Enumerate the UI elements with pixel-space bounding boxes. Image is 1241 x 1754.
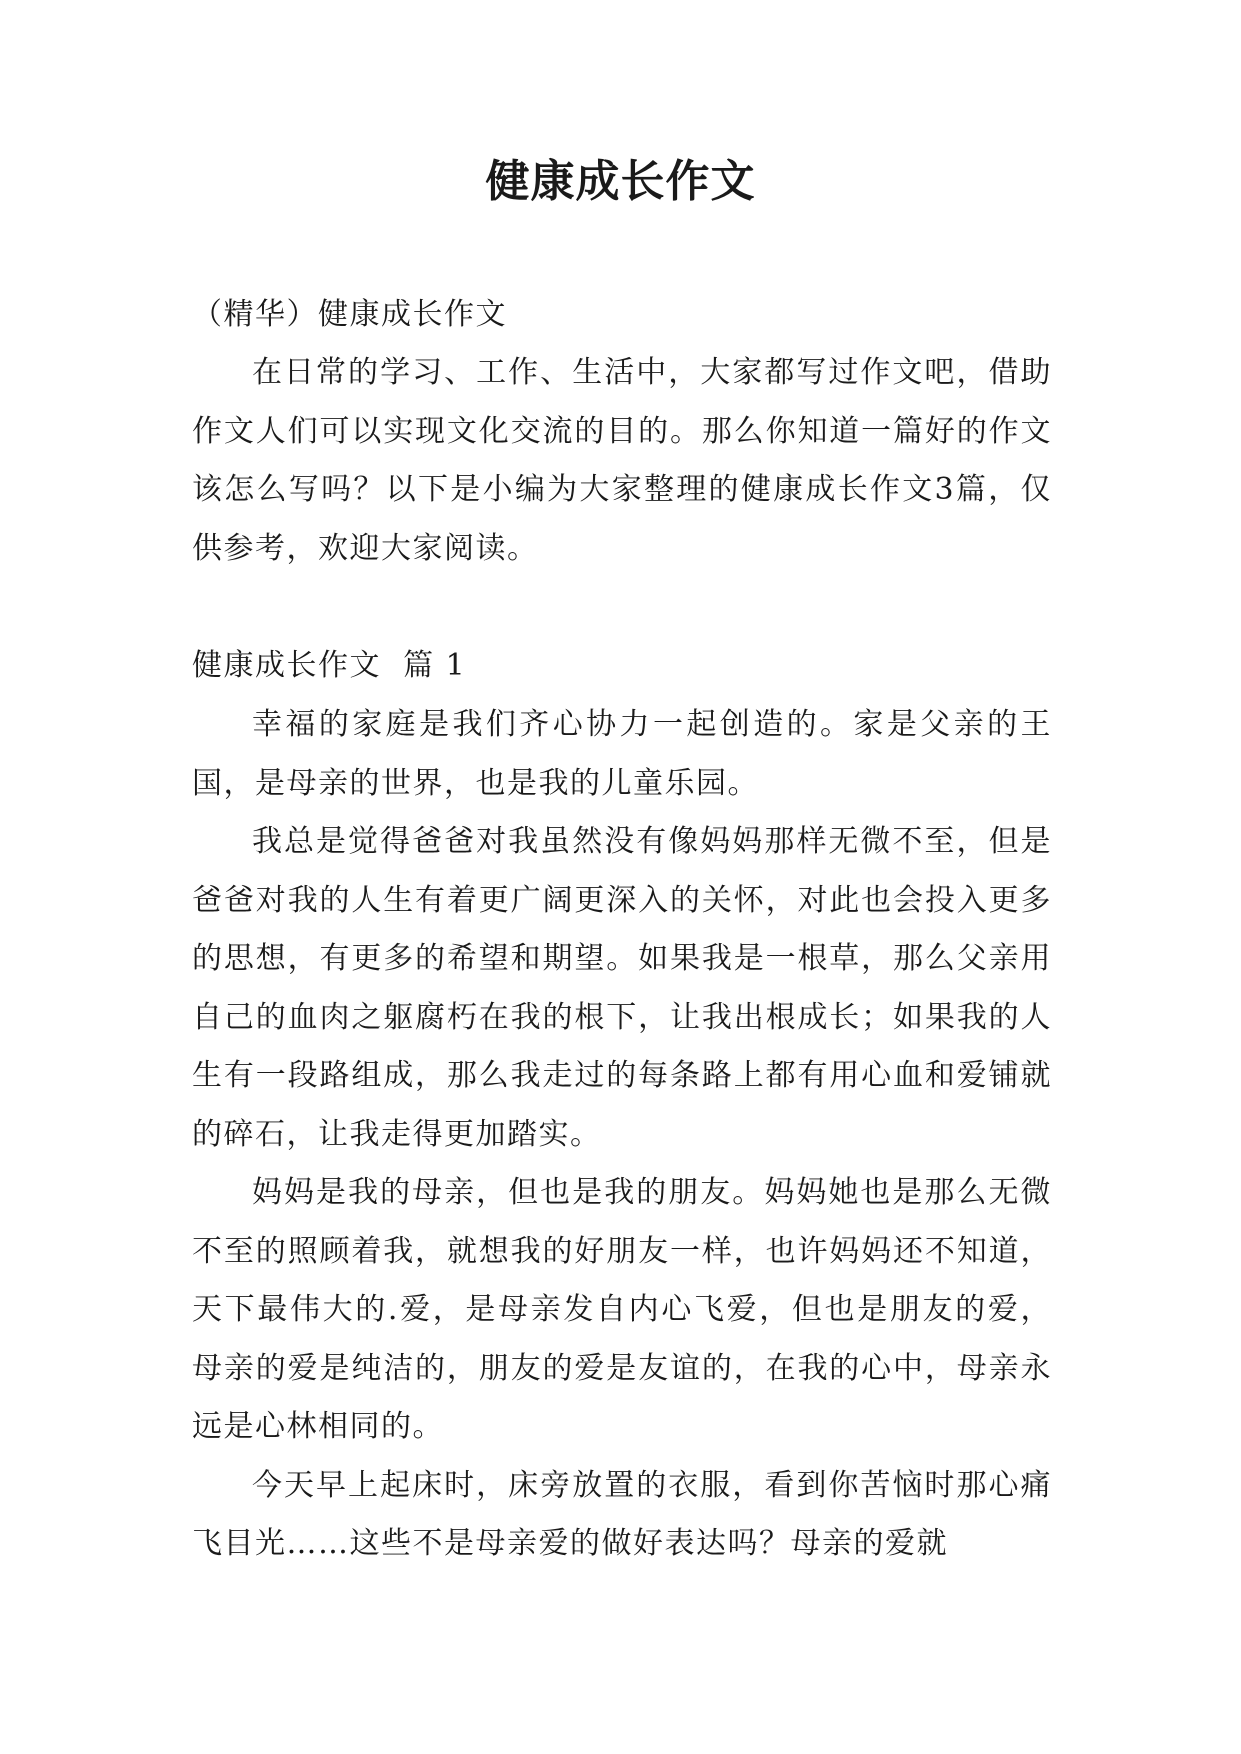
intro-paragraph: 在日常的学习、工作、生活中，大家都写过作文吧，借助作文人们可以实现文化交流的目的。那么你知道一篇好的作文该怎么写吗？以下是小编为大家整理的健康成长作文3篇，仅供参考，欢迎大家阅读。 <box>192 355 1052 566</box>
document-subtitle <box>192 286 1052 345</box>
section-1-paragraph: 妈妈是我的母亲，但也是我的朋友。妈妈她也是那么无微不至的照顾着我，就想我的好朋友一样，也许妈妈还不知道，天下最伟大的.爱，是母亲发自内心飞爱，但也是朋友的爱，母亲的爱是纯洁的，朋友的爱是友谊的，在我的心中，母亲永远是心林相同的。 <box>192 1175 1052 1444</box>
section-1-paragraph: 幸福的家庭是我们齐心协力一起创造的。家是父亲的王国，是母亲的世界，也是我的儿童乐园。 <box>192 707 1052 801</box>
section-1-paragraph: 今天早上起床时，床旁放置的衣服，看到你苦恼时那心痛飞目光……这些不是母亲爱的做好表达吗？母亲的爱就 <box>192 1467 1052 1561</box>
section-1-body <box>192 696 1052 1574</box>
section-1-heading: 健康成长作文 篇 1 <box>192 648 467 683</box>
intro-section <box>192 344 1052 578</box>
page-title: 健康成长作文 <box>485 156 756 207</box>
section-1-paragraph: 我总是觉得爸爸对我虽然没有像妈妈那样无微不至，但是爸爸对我的人生有着更广阔更深入的关怀，对此也会投入更多的思想，有更多的希望和期望。如果我是一根草，那么父亲用自己的血肉之躯腐朽在我的根下，让我出根成长；如果我的人生有一段路组成，那么我走过的每条路上都有用心血和爱铺就的碎石，让我走得更加踏实。 <box>192 824 1052 1152</box>
section-1-heading-block <box>192 637 1052 696</box>
subtitle-text: （精华）健康成长作文 <box>192 297 507 332</box>
